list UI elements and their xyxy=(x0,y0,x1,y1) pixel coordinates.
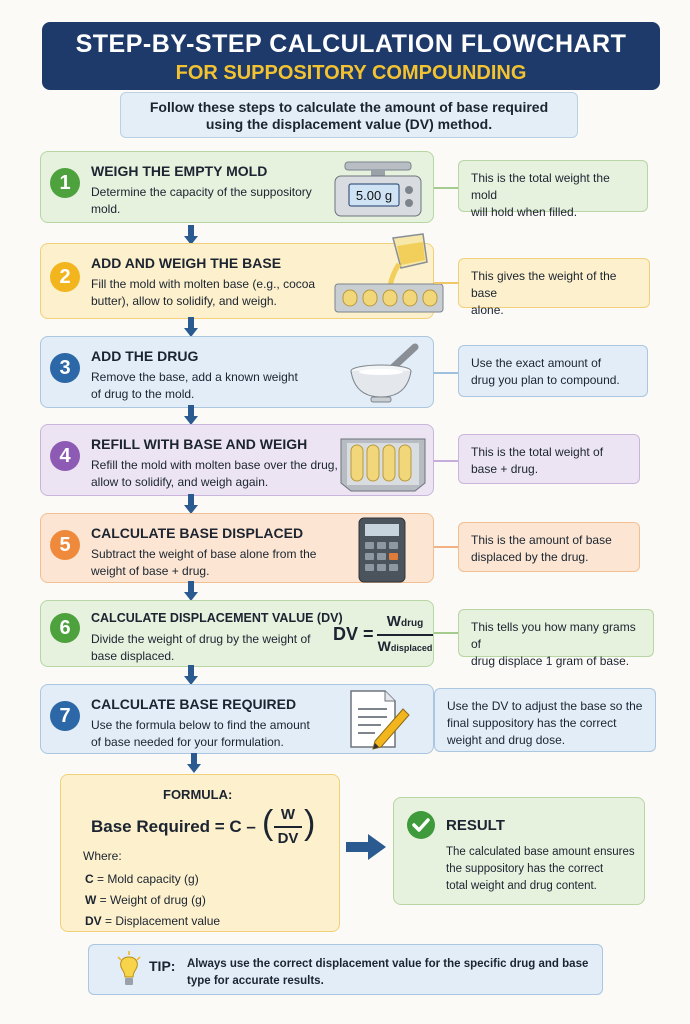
result-text: The calculated base amount ensures the suppository has the correct total weight and drug content. xyxy=(446,846,635,892)
formula-denominator: DV xyxy=(277,830,299,847)
step-5-box: 5 CALCULATE BASE DISPLACED Subtract the weight of base alone from the weight of base + drug. xyxy=(40,513,434,583)
formula-definitions: C = Mold capacity (g) W = Weight of drug (g) DV = Displacement value xyxy=(85,872,221,928)
calculator-icon xyxy=(357,516,407,584)
tip-text: Always use the correct displacement value for the specific drug and base type for accurate results. xyxy=(187,958,589,987)
lightbulb-icon xyxy=(117,951,141,989)
filled-mold-icon xyxy=(335,431,431,493)
step-7-box: 7 CALCULATE BASE REQUIRED Use the formula below to find the amount of base needed for your formulation. xyxy=(40,684,434,754)
step-6-number: 6 xyxy=(50,613,80,643)
step-7-number: 7 xyxy=(50,701,80,731)
step-6-title: CALCULATE DISPLACEMENT VALUE (DV) xyxy=(91,611,343,625)
formula-box: FORMULA: Base Required = C – ( W DV ) Where: C = Mold capacity (g) W = Weight of drug (g) DV = Displacement value xyxy=(60,774,340,932)
formula-lhs: Base Required = C – xyxy=(91,817,256,836)
page-title: STEP-BY-STEP CALCULATION FLOWCHART xyxy=(75,30,627,58)
step-1-box: 1 WEIGH THE EMPTY MOLD Determine the capacity of the suppository mold. 5.00 g xyxy=(40,151,434,223)
intro-line-2: using the displacement value (DV) method. xyxy=(205,116,493,132)
result-box xyxy=(393,797,645,905)
intro-line-1: Follow these steps to calculate the amount of base required xyxy=(149,99,549,115)
step-2-title: ADD AND WEIGH THE BASE xyxy=(91,255,282,271)
step-4-title: REFILL WITH BASE AND WEIGH xyxy=(91,436,308,452)
step-2-note: This gives the weight of the base alone. xyxy=(458,258,650,308)
step-2-box: 2 ADD AND WEIGH THE BASE Fill the mold with molten base (e.g., cocoa butter), allow to solidify, and weigh. xyxy=(40,243,434,319)
mortar-pestle-icon xyxy=(341,341,425,405)
pouring-base-icon xyxy=(331,232,451,316)
step-7-note: Use the DV to adjust the base so the final suppository has the correct weight and drug dose. xyxy=(434,688,656,752)
tip-box xyxy=(88,944,603,995)
step-3-box: 3 ADD THE DRUG Remove the base, add a known weight of drug to the mold. xyxy=(40,336,434,408)
step-4-number: 4 xyxy=(50,441,80,471)
document-pencil-icon xyxy=(345,687,415,751)
formula-where: Where: xyxy=(83,849,122,863)
step-5-number: 5 xyxy=(50,530,80,560)
arrow-right-to-result xyxy=(346,834,374,852)
header-banner xyxy=(42,22,660,90)
step-1-title: WEIGH THE EMPTY MOLD xyxy=(91,163,268,179)
arrow-down-7 xyxy=(187,764,201,773)
step-1-note: This is the total weight the mold will hold when filled. xyxy=(458,160,648,212)
check-circle-icon xyxy=(406,810,436,840)
step-5-note: This is the amount of base displaced by the drug. xyxy=(458,522,640,572)
step-2-number: 2 xyxy=(50,262,80,292)
step-6-box: 6 CALCULATE DISPLACEMENT VALUE (DV) Divide the weight of drug by the weight of base displaced. DV = Wdrug Wdisplaced xyxy=(40,600,434,667)
step-4-box: 4 REFILL WITH BASE AND WEIGH Refill the mold with molten base over the drug, allow to solidify, and weigh again. xyxy=(40,424,434,496)
step-5-title: CALCULATE BASE DISPLACED xyxy=(91,525,304,541)
formula-heading: FORMULA: xyxy=(163,787,233,802)
scale-icon xyxy=(331,156,427,220)
step-6-note: This tells you how many grams of drug displace 1 gram of base. xyxy=(458,609,654,657)
step-1-number: 1 xyxy=(50,168,80,198)
scale-reading: 5.00 g xyxy=(355,188,393,203)
tip-label: TIP: xyxy=(149,958,176,974)
intro-box xyxy=(120,92,578,138)
step-3-note: Use the exact amount of drug you plan to compound. xyxy=(458,345,648,397)
result-heading: RESULT xyxy=(446,817,505,834)
page-subtitle: FOR SUPPOSITORY COMPOUNDING xyxy=(175,62,527,84)
step-7-title: CALCULATE BASE REQUIRED xyxy=(91,696,297,712)
dv-equation: DV = Wdrug Wdisplaced xyxy=(333,613,433,654)
step-4-note: This is the total weight of base + drug. xyxy=(458,434,640,484)
step-3-title: ADD THE DRUG xyxy=(91,348,199,364)
step-3-number: 3 xyxy=(50,353,80,383)
formula-numerator: W xyxy=(280,806,296,823)
